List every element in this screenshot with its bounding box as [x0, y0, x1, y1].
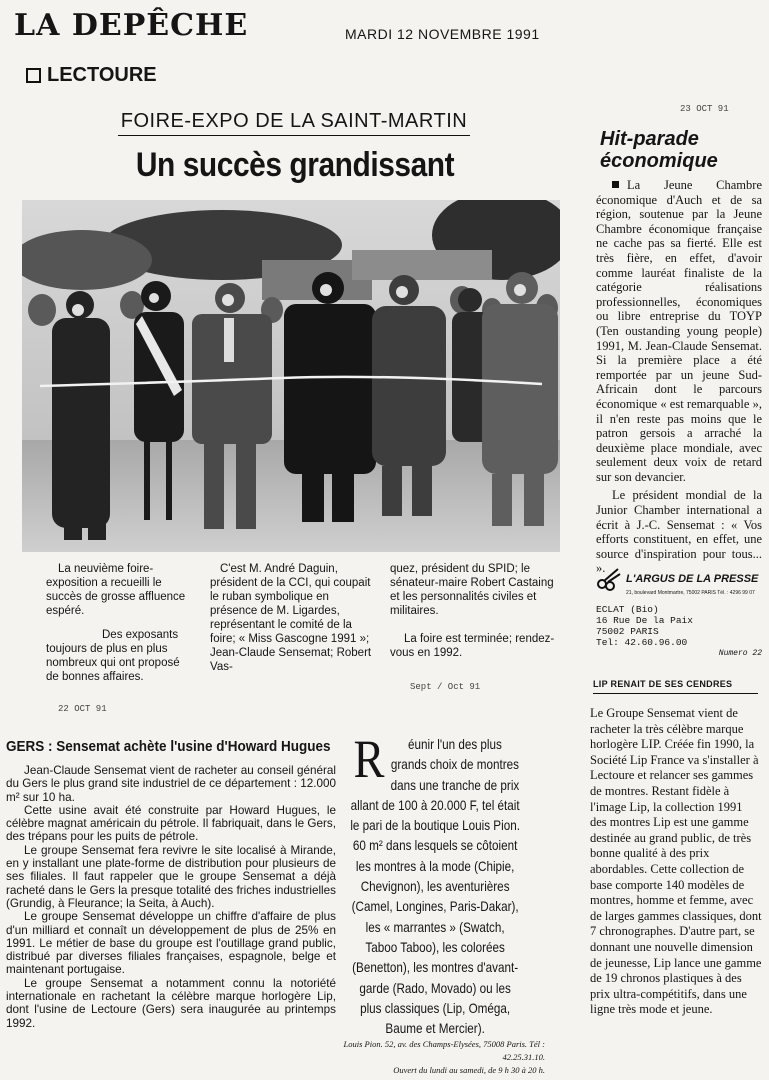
caption-paragraph: C'est M. André Daguin, président de la CCI, qui coupait le ruban symbolique en présence de M. Ligardes, représentant le comité de la foire; « Miss Gascogne 1991 »; Jean-Claude Sensemat; Robert Vas-: [210, 563, 372, 673]
gers-article-title: GERS : Sensemat achète l'usine d'Howard Hugues: [6, 738, 331, 755]
lip-article-body: Le Groupe Sensemat vient de racheter la très célèbre marque horlogère LIP. Créée fin 1990, la Société Lip France va s'installer à Lectoure et relancer ses gammes de montres. Restant fidèle à l'image Lip, la collection 1991 des montres Lip est une gamme destinée au grand public, de très bonne qualité à des prix abordables. Cette collection de base comporte 140 modèles de montres, homme et femme, avec de larges gammes classiques, dont 7 chronographes. D'autre part, se donnant une nouvelle dimension de jeunesse, Lip lance une gamme de 19 chronos plastiques à des prix ultra-compétitifs, dans une ligne très mode et jeune.: [590, 706, 762, 1017]
drop-cap: R: [353, 729, 385, 789]
issue-date: MARDI 12 NOVEMBRE 1991: [345, 26, 540, 42]
article-headline: Un succès grandissant: [135, 146, 455, 184]
newspaper-masthead: LA DEPÊCHE: [14, 8, 249, 43]
article-kicker: FOIRE-EXPO DE LA SAINT-MARTIN: [118, 110, 470, 136]
louis-pion-article: [350, 729, 520, 1039]
caption-paragraph: La foire est terminée; rendez-vous en 1992.: [390, 633, 555, 659]
argus-address: 21, boulevard Montmartre, 75002 PARIS Tél. : 4296 99 07: [626, 590, 755, 596]
gers-paragraph: Le groupe Sensemat fera revivre le site localisé à Mirande, en y installant une plate-forme de distribution pour plusieurs de ses filiales. Il faut rappeler que le groupe Sensemat a déjà racheté dans le Gers la presque totalité des friches industrielles (Grundig, à Fleurance; la Seita, à Auch).: [6, 843, 336, 910]
argus-line: ECLAT (Bio): [596, 604, 659, 615]
argus-details: [596, 604, 762, 659]
caption-column-1: [46, 562, 192, 684]
argus-name: L'ARGUS DE LA PRESSE: [626, 573, 759, 585]
date-stamp: 22 OCT 91: [58, 704, 107, 714]
checkbox-square-icon: [26, 68, 41, 83]
sidebar-title-line: Hit-parade: [600, 128, 699, 150]
sidebar-title: [600, 128, 718, 172]
argus-numero: Numero 22: [718, 649, 762, 658]
sidebar-title-line: économique: [600, 150, 718, 172]
caption-column-2: [210, 562, 374, 674]
sidebar-paragraph: La Jeune Chambre économique d'Auch et de sa région, soutenue par la Jeune Chambre économique française ne cache pas sa fierté. Elle est très fière, en effet, d'avoir comme lauréat finaliste de la catégorie réalisations professionnelles, économiques ou libre entreprise du TOYP (Ten oustanding young people) 1991, M. Jean-Claude Sensemat. Si la première place a été remportée par un jeune Sud-Africain dont le parcours économique « est remarquable », il n'en reste pas moins que le patron gersois a arraché la deuxième place mondiale, avec seulement deux voix de retard sur son devancier.: [596, 178, 762, 484]
bullet-square-icon: [612, 181, 619, 188]
ribbon-cutting-photo: [22, 200, 560, 552]
caption-paragraph: Des exposants toujours de plus en plus nombreux qui ont proposé de bonnes affaires.: [46, 629, 180, 683]
gers-paragraph: Le groupe Sensemat développe un chiffre d'affaire de plus d'un milliard et connaît un développement de plus de 25% en 1991. Le métier de base du groupe est l'outillage grand public, distribué par diverses filiales françaises, espagnole, belge et maintenant portugaise.: [6, 910, 336, 977]
pion-footer-line: Louis Pion. 52, av. des Champs-Elysées, 75008 Paris. Tél : 42.25.31.10.: [343, 1039, 545, 1062]
section-label: [26, 64, 157, 87]
sidebar-paragraph: Le président mondial de la Junior Chamber international a écrit à J.-C. Sensemat : « Vos efforts constituent, en effet, une source d'inspiration pour tous... ».: [596, 488, 762, 576]
lip-article-title: LIP RENAIT DE SES CENDRES: [593, 679, 758, 694]
date-stamp: 23 OCT 91: [680, 104, 729, 114]
caption-paragraph: La neuvième foire-exposition a recueilli le succès de grosse affluence espéré.: [46, 563, 186, 617]
caption-paragraph: quez, président du SPID; le sénateur-maire Robert Castaing et les personnalités civiles et militaires.: [390, 563, 554, 617]
scissors-icon: [596, 566, 622, 592]
pion-footer: [340, 1038, 545, 1077]
gers-paragraph: Le groupe Sensemat a notamment connu la notoriété internationale en rachetant la célèbre marque horlogère Lip, dont l'usine de Lectoure (Gers) sera inaugurée au printemps 1992.: [6, 976, 336, 1030]
pion-footer-line: Ouvert du lundi au samedi, de 9 h 30 à 20 h.: [393, 1065, 545, 1075]
gers-article-body: [6, 764, 336, 1030]
pion-body: éunir l'un des plus grands choix de montres dans une tranche de prix allant de 100 à 20.000 F, tel était le pari de la boutique Louis Pion. 60 m² dans lesquels se côtoient les montres à la mode (Chipie, Chevignon), les aventurières (Camel, Longines, Paris-Dakar), les « marrantes » (Swatch, Taboo Taboo), les colorées (Benetton), les montres d'avant-garde (Rado, Movado) ou les plus classiques (Lip, Oméga, Baume et Mercier).: [350, 737, 520, 1037]
gers-paragraph: Jean-Claude Sensemat vient de racheter au conseil général du Gers le plus grand site industriel de ce département : 12.000 m² sur 10 ha.: [6, 764, 336, 804]
argus-line: Tel: 42.60.96.00: [596, 637, 688, 648]
argus-line: 75002 PARIS: [596, 626, 659, 637]
gers-paragraph: Cette usine avait été construite par Howard Hugues, le célèbre magnat américain du pétrole. Il fabriquait, dans le Gers, des trépans pour les puits de pétrole.: [6, 803, 336, 844]
date-stamp: Sept / Oct 91: [410, 682, 481, 692]
caption-column-3: [390, 562, 558, 660]
sidebar-body: [596, 178, 762, 576]
press-clipping-stamp: [596, 566, 762, 659]
section-name: LECTOURE: [47, 64, 157, 86]
argus-line: 16 Rue De la Paix: [596, 615, 693, 626]
